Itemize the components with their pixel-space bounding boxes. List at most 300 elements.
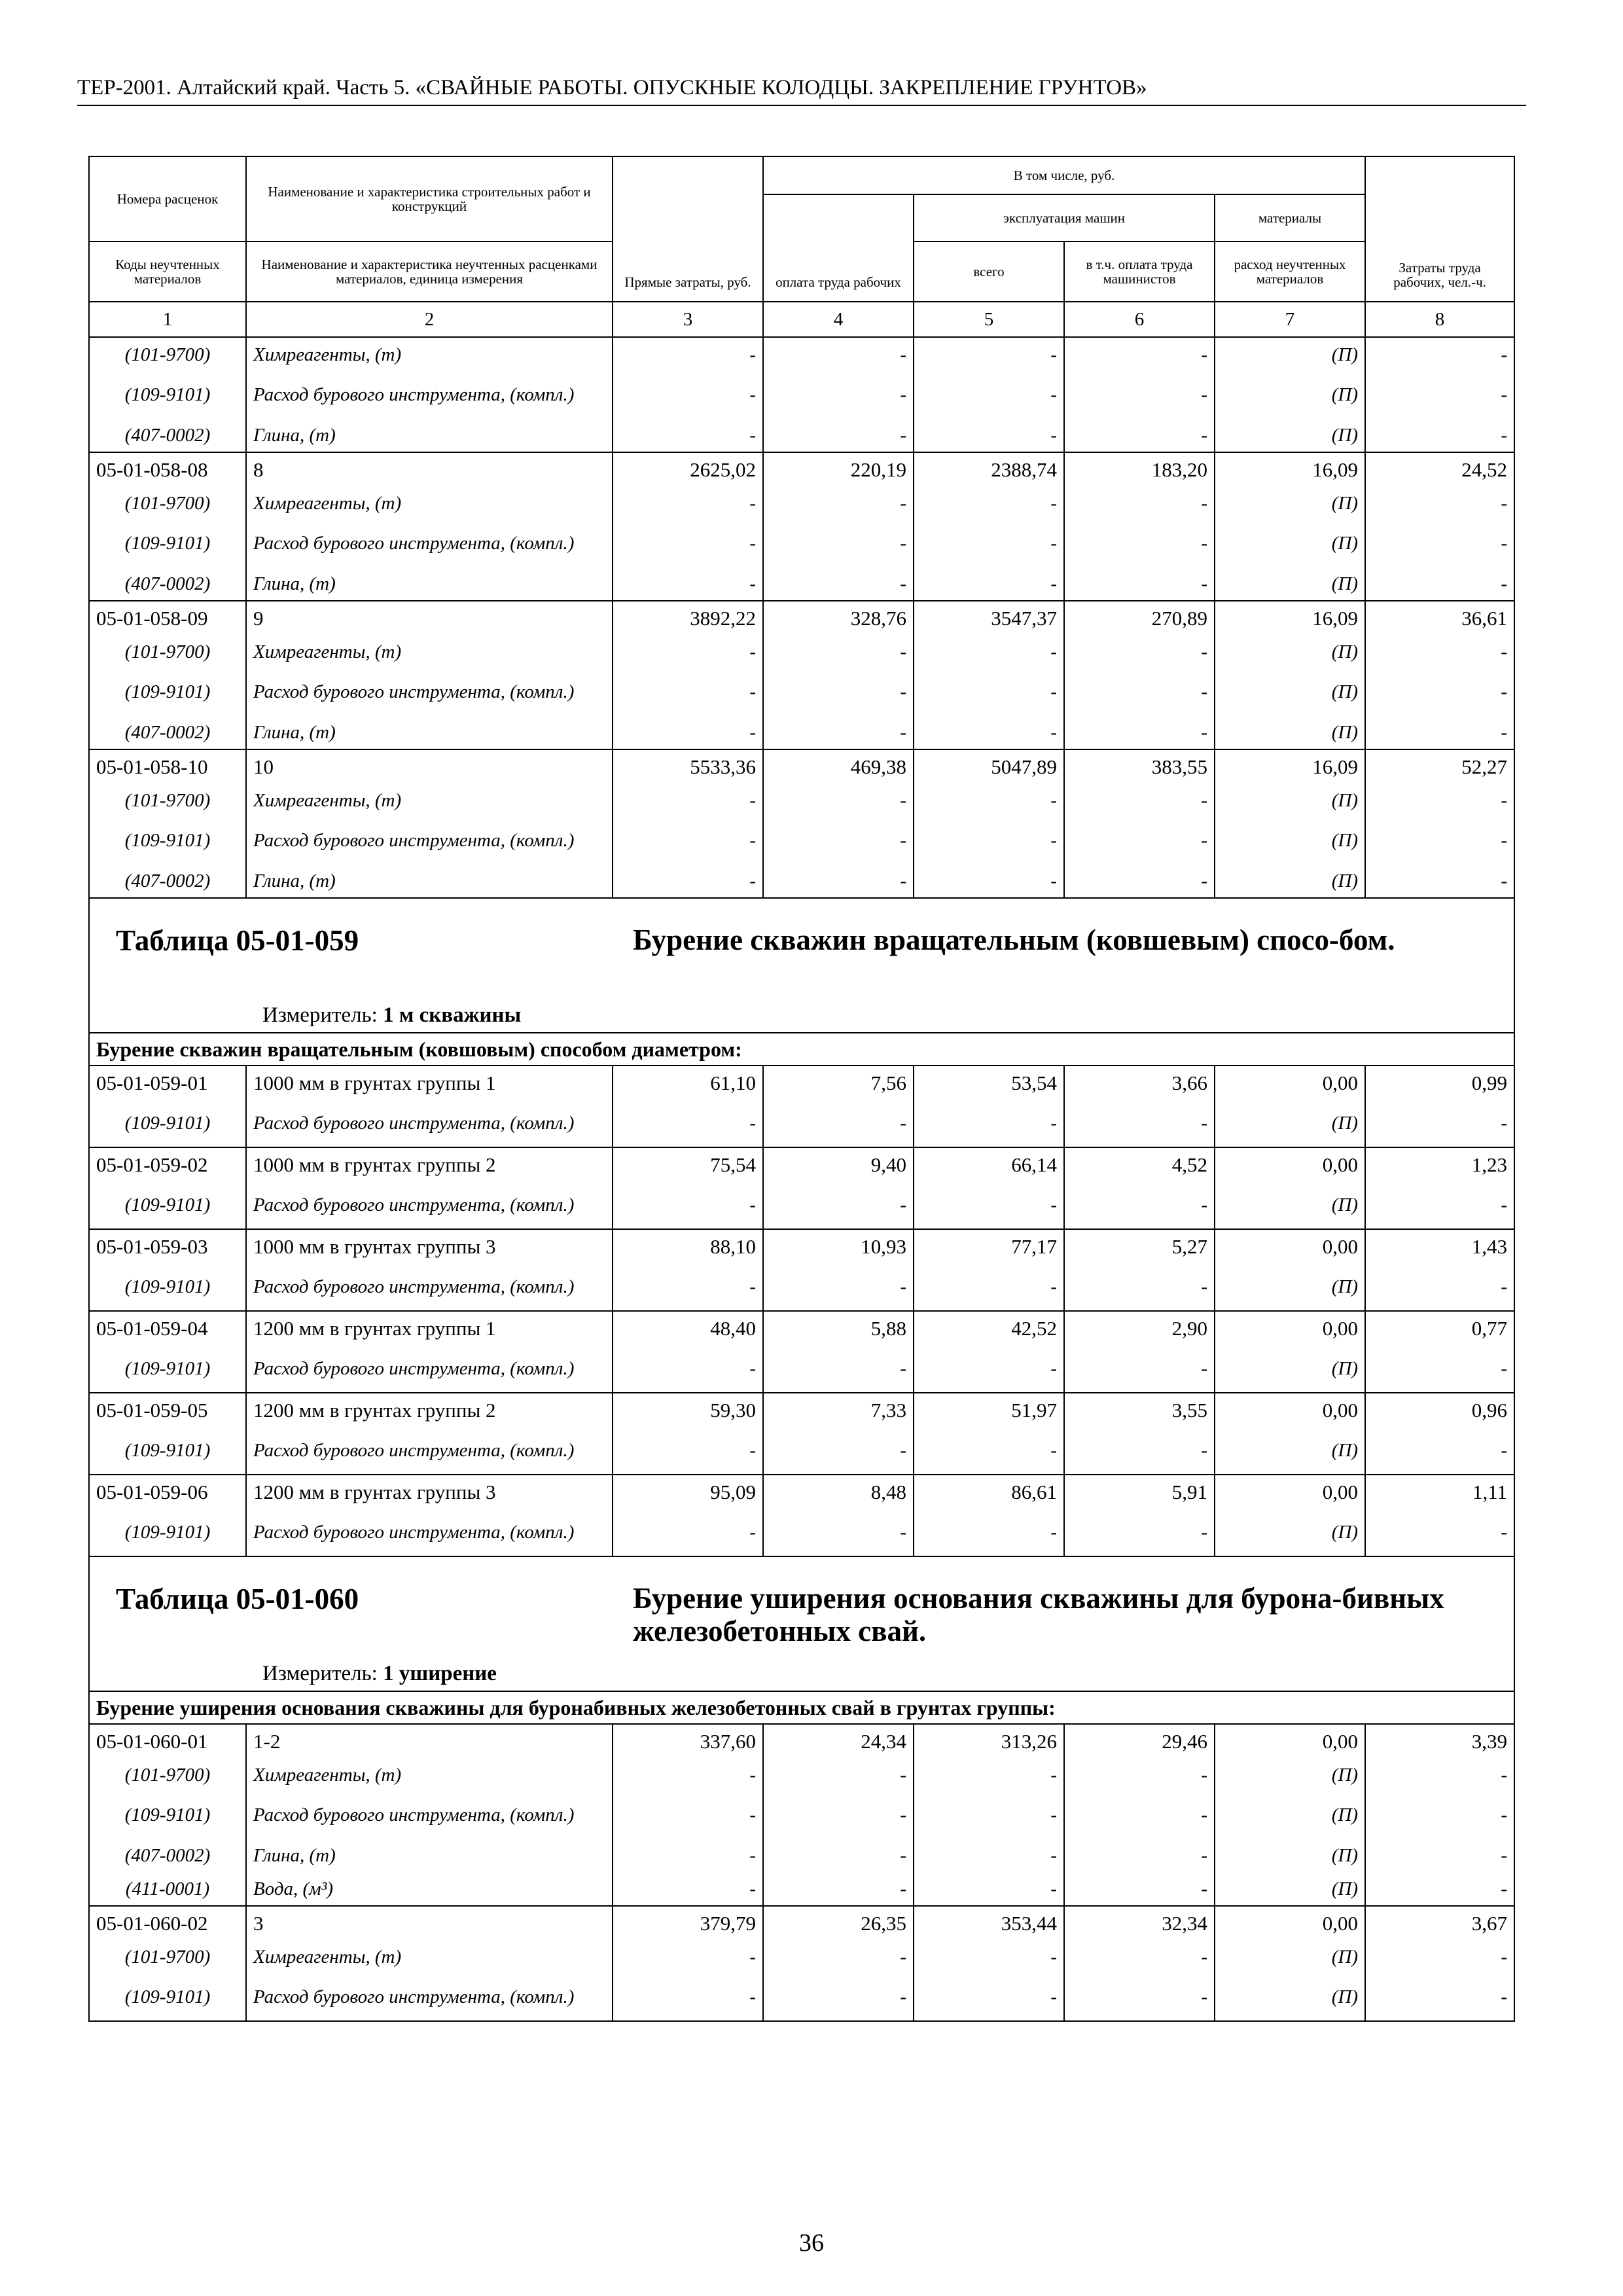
material-flag: (П): [1215, 1509, 1365, 1556]
dash-cell: -: [763, 1940, 914, 1973]
material-code: (407-0002): [89, 715, 246, 749]
material-row: [89, 371, 1514, 418]
material-flag: (П): [1215, 418, 1365, 452]
rate-code: 05-01-058-09: [89, 601, 246, 635]
material-name: Расход бурового инструмента, (компл.): [246, 1263, 613, 1311]
dash-cell: -: [1064, 1509, 1215, 1556]
dash-cell: -: [1064, 418, 1215, 452]
rate-value: 7,56: [763, 1066, 914, 1100]
group-heading: Бурение скважин вращательным (ковшовым) способом диаметром:: [89, 1033, 1514, 1066]
rate-value: 29,46: [1064, 1724, 1215, 1758]
material-name: Расход бурового инструмента, (компл.): [246, 371, 613, 418]
rate-value: 10,93: [763, 1229, 914, 1263]
dash-cell: -: [1064, 1181, 1215, 1229]
col-material-name-header: Наименование и характеристика неучтенных расценками материалов, единица измерения: [246, 242, 613, 302]
rate-row: [89, 1311, 1514, 1345]
rate-value: 1,11: [1365, 1475, 1514, 1509]
dash-cell: -: [1064, 1973, 1215, 2021]
dash-cell: -: [1365, 567, 1514, 601]
material-code: (109-9101): [89, 520, 246, 567]
group-heading: Бурение уширения основания скважины для буронабивных железобетонных свай в грунтах группы:: [89, 1691, 1514, 1724]
rate-row: [89, 1393, 1514, 1427]
dash-cell: -: [1064, 371, 1215, 418]
rate-value: 26,35: [763, 1906, 914, 1940]
rate-value: 0,99: [1365, 1066, 1514, 1100]
dash-cell: -: [763, 715, 914, 749]
material-flag: (П): [1215, 783, 1365, 817]
material-row: [89, 715, 1514, 749]
material-name: Глина, (т): [246, 418, 613, 452]
rate-name: 1000 мм в грунтах группы 2: [246, 1147, 613, 1181]
material-row: [89, 567, 1514, 601]
page-number: 36: [799, 2229, 824, 2257]
material-name: Химреагенты, (т): [246, 783, 613, 817]
material-flag: (П): [1215, 1872, 1365, 1906]
rate-value: 16,09: [1215, 749, 1365, 783]
material-row: [89, 418, 1514, 452]
dash-cell: -: [914, 864, 1064, 898]
dash-cell: -: [613, 337, 763, 371]
rate-value: 0,00: [1215, 1393, 1365, 1427]
rate-value: 0,00: [1215, 1724, 1365, 1758]
rate-value: 353,44: [914, 1906, 1064, 1940]
rate-value: 0,77: [1365, 1311, 1514, 1345]
measure-label: Измеритель:: [262, 1662, 378, 1685]
dash-cell: -: [914, 371, 1064, 418]
material-code: (109-9101): [89, 371, 246, 418]
material-name: Химреагенты, (т): [246, 1940, 613, 1973]
dash-cell: -: [613, 1940, 763, 1973]
rate-value: 3,39: [1365, 1724, 1514, 1758]
rate-name: 1000 мм в грунтах группы 1: [246, 1066, 613, 1100]
material-name: Химреагенты, (т): [246, 1758, 613, 1791]
column-number: 3: [613, 302, 763, 337]
rate-value: 220,19: [763, 452, 914, 486]
rate-value: 86,61: [914, 1475, 1064, 1509]
dash-cell: -: [763, 1181, 914, 1229]
rate-value: 52,27: [1365, 749, 1514, 783]
material-code: (109-9101): [89, 1427, 246, 1475]
dash-cell: -: [613, 817, 763, 864]
rate-name: 1-2: [246, 1724, 613, 1758]
rate-value: 5,91: [1064, 1475, 1215, 1509]
rate-value: 24,52: [1365, 452, 1514, 486]
table-heading-block: [96, 1557, 1507, 1691]
dash-cell: -: [914, 1973, 1064, 2021]
dash-cell: -: [1064, 1427, 1215, 1475]
rate-value: 0,96: [1365, 1393, 1514, 1427]
material-code: (109-9101): [89, 1509, 246, 1556]
material-row: [89, 1839, 1514, 1872]
rate-value: 3,55: [1064, 1393, 1215, 1427]
dash-cell: -: [1365, 1940, 1514, 1973]
dash-cell: -: [1064, 486, 1215, 520]
rate-code: 05-01-059-04: [89, 1311, 246, 1345]
dash-cell: -: [763, 1345, 914, 1393]
rate-value: 183,20: [1064, 452, 1215, 486]
dash-cell: -: [914, 1345, 1064, 1393]
material-code: (109-9101): [89, 1100, 246, 1147]
dash-cell: -: [763, 1791, 914, 1839]
material-name: Химреагенты, (т): [246, 635, 613, 668]
dash-cell: -: [914, 1100, 1064, 1147]
dash-cell: -: [613, 1345, 763, 1393]
dash-cell: -: [914, 1758, 1064, 1791]
material-code: (407-0002): [89, 864, 246, 898]
material-flag: (П): [1215, 635, 1365, 668]
dash-cell: -: [763, 1839, 914, 1872]
column-number: 7: [1215, 302, 1365, 337]
material-code: (109-9101): [89, 817, 246, 864]
rates-table: [88, 156, 1515, 2022]
material-name: Глина, (т): [246, 567, 613, 601]
material-row: [89, 1427, 1514, 1475]
material-code: (109-9101): [89, 1181, 246, 1229]
material-name: Глина, (т): [246, 715, 613, 749]
measure-label: Измеритель:: [262, 1003, 378, 1027]
material-flag: (П): [1215, 1181, 1365, 1229]
material-row: [89, 1181, 1514, 1229]
material-flag: (П): [1215, 1100, 1365, 1147]
dash-cell: -: [613, 1758, 763, 1791]
dash-cell: -: [613, 864, 763, 898]
dash-cell: -: [1064, 715, 1215, 749]
rate-value: 66,14: [914, 1147, 1064, 1181]
table-number: Таблица 05-01-060: [116, 1583, 359, 1615]
rate-name: 1200 мм в грунтах группы 2: [246, 1393, 613, 1427]
dash-cell: -: [914, 1839, 1064, 1872]
dash-cell: -: [763, 1427, 914, 1475]
column-number: 6: [1064, 302, 1215, 337]
machines-header: эксплуатация машин: [914, 194, 1215, 242]
dash-cell: -: [914, 668, 1064, 715]
rate-value: 0,00: [1215, 1311, 1365, 1345]
material-row: [89, 1791, 1514, 1839]
dash-cell: -: [1064, 864, 1215, 898]
dash-cell: -: [1365, 715, 1514, 749]
dash-cell: -: [763, 1758, 914, 1791]
column-numbers-row: [89, 302, 1514, 337]
rate-name: 10: [246, 749, 613, 783]
material-flag: (П): [1215, 1839, 1365, 1872]
material-flag: (П): [1215, 371, 1365, 418]
dash-cell: -: [613, 668, 763, 715]
rate-row: [89, 749, 1514, 783]
material-code: (411-0001): [89, 1872, 246, 1906]
rate-value: 0,00: [1215, 1229, 1365, 1263]
rate-value: 3892,22: [613, 601, 763, 635]
dash-cell: -: [613, 1509, 763, 1556]
dash-cell: -: [613, 1872, 763, 1906]
material-code: (109-9101): [89, 1263, 246, 1311]
material-row: [89, 520, 1514, 567]
material-name: Расход бурового инструмента, (компл.): [246, 1427, 613, 1475]
dash-cell: -: [1365, 817, 1514, 864]
rate-code: 05-01-059-05: [89, 1393, 246, 1427]
dash-cell: -: [1064, 1100, 1215, 1147]
material-flag: (П): [1215, 1758, 1365, 1791]
dash-cell: -: [1365, 635, 1514, 668]
rate-value: 1,43: [1365, 1229, 1514, 1263]
material-row: [89, 635, 1514, 668]
material-row: [89, 1263, 1514, 1311]
dash-cell: -: [613, 1263, 763, 1311]
dash-cell: -: [1365, 1263, 1514, 1311]
material-row: [89, 1758, 1514, 1791]
dash-cell: -: [613, 715, 763, 749]
dash-cell: -: [763, 783, 914, 817]
rate-code: 05-01-059-01: [89, 1066, 246, 1100]
dash-cell: -: [1365, 371, 1514, 418]
rate-value: 16,09: [1215, 452, 1365, 486]
table-heading-cell: [89, 898, 1514, 1033]
rate-name: 1200 мм в грунтах группы 1: [246, 1311, 613, 1345]
dash-cell: -: [1365, 337, 1514, 371]
col-worker-pay-header: оплата труда рабочих: [763, 194, 914, 302]
rate-row: [89, 452, 1514, 486]
material-name: Глина, (т): [246, 864, 613, 898]
dash-cell: -: [1365, 1427, 1514, 1475]
rate-value: 3,66: [1064, 1066, 1215, 1100]
rate-value: 24,34: [763, 1724, 914, 1758]
material-flag: (П): [1215, 486, 1365, 520]
rate-value: 5047,89: [914, 749, 1064, 783]
measure-unit: [262, 1003, 521, 1028]
measure-unit: [262, 1662, 497, 1686]
material-flag: (П): [1215, 668, 1365, 715]
material-name: Вода, (м³): [246, 1872, 613, 1906]
material-code: (407-0002): [89, 418, 246, 452]
dash-cell: -: [1064, 1839, 1215, 1872]
dash-cell: -: [613, 1427, 763, 1475]
dash-cell: -: [763, 520, 914, 567]
material-name: Химреагенты, (т): [246, 486, 613, 520]
material-name: Химреагенты, (т): [246, 337, 613, 371]
dash-cell: -: [763, 1263, 914, 1311]
table-heading-cell: [89, 1556, 1514, 1691]
rate-row: [89, 1147, 1514, 1181]
rate-value: 48,40: [613, 1311, 763, 1345]
dash-cell: -: [914, 1263, 1064, 1311]
rate-value: 4,52: [1064, 1147, 1215, 1181]
dash-cell: -: [914, 1872, 1064, 1906]
dash-cell: -: [1064, 1263, 1215, 1311]
material-code: (101-9700): [89, 1940, 246, 1973]
dash-cell: -: [914, 1940, 1064, 1973]
col-machines-total-header: Коды неучтенных материалов: [89, 242, 246, 302]
material-row: [89, 1940, 1514, 1973]
rate-value: 7,33: [763, 1393, 914, 1427]
rate-value: 337,60: [613, 1724, 763, 1758]
dash-cell: -: [914, 1791, 1064, 1839]
dash-cell: -: [1064, 520, 1215, 567]
rate-value: 313,26: [914, 1724, 1064, 1758]
dash-cell: -: [613, 1100, 763, 1147]
material-name: Расход бурового инструмента, (компл.): [246, 1181, 613, 1229]
material-flag: (П): [1215, 567, 1365, 601]
column-number: 4: [763, 302, 914, 337]
dash-cell: -: [1365, 1100, 1514, 1147]
dash-cell: -: [1064, 567, 1215, 601]
dash-cell: -: [763, 418, 914, 452]
rate-value: 379,79: [613, 1906, 763, 1940]
rate-value: 77,17: [914, 1229, 1064, 1263]
dash-cell: -: [613, 1839, 763, 1872]
material-code: (109-9101): [89, 668, 246, 715]
material-row: [89, 1509, 1514, 1556]
rate-value: 0,00: [1215, 1906, 1365, 1940]
dash-cell: -: [1365, 1791, 1514, 1839]
rate-value: 8,48: [763, 1475, 914, 1509]
dash-cell: -: [613, 635, 763, 668]
rate-value: 469,38: [763, 749, 914, 783]
dash-cell: -: [1365, 1509, 1514, 1556]
rate-code: 05-01-058-10: [89, 749, 246, 783]
dash-cell: -: [1064, 1872, 1215, 1906]
rate-value: 1,23: [1365, 1147, 1514, 1181]
dash-cell: -: [1365, 1758, 1514, 1791]
column-number: 8: [1365, 302, 1514, 337]
material-name: Расход бурового инструмента, (компл.): [246, 1973, 613, 2021]
column-number: 1: [89, 302, 246, 337]
dash-cell: -: [613, 1181, 763, 1229]
column-number: 5: [914, 302, 1064, 337]
rate-value: 53,54: [914, 1066, 1064, 1100]
dash-cell: -: [613, 1973, 763, 2021]
rate-name: 9: [246, 601, 613, 635]
rate-value: 5,88: [763, 1311, 914, 1345]
material-row: [89, 783, 1514, 817]
dash-cell: -: [914, 520, 1064, 567]
rate-value: 32,34: [1064, 1906, 1215, 1940]
dash-cell: -: [1064, 1791, 1215, 1839]
rate-value: 5533,36: [613, 749, 763, 783]
material-name: Расход бурового инструмента, (компл.): [246, 817, 613, 864]
rate-value: 75,54: [613, 1147, 763, 1181]
dash-cell: -: [1064, 337, 1215, 371]
col-machines-total: всего: [914, 242, 1064, 302]
dash-cell: -: [1365, 1181, 1514, 1229]
dash-cell: -: [763, 371, 914, 418]
material-flag: (П): [1215, 715, 1365, 749]
rate-code: 05-01-060-01: [89, 1724, 246, 1758]
rate-code: 05-01-059-02: [89, 1147, 246, 1181]
dash-cell: -: [763, 668, 914, 715]
rate-value: 3547,37: [914, 601, 1064, 635]
col-machinist-pay-header: в т.ч. оплата труда машинистов: [1064, 242, 1215, 302]
material-code: (101-9700): [89, 486, 246, 520]
material-flag: (П): [1215, 864, 1365, 898]
rate-row: [89, 1724, 1514, 1758]
dash-cell: -: [914, 715, 1064, 749]
col-labor-hours-header: Затраты труда рабочих, чел.-ч.: [1365, 156, 1514, 302]
dash-cell: -: [763, 1973, 914, 2021]
dash-cell: -: [763, 1100, 914, 1147]
rate-value: 383,55: [1064, 749, 1215, 783]
dash-cell: -: [1064, 1345, 1215, 1393]
materials-header: материалы: [1215, 194, 1365, 242]
rate-row: [89, 601, 1514, 635]
dash-cell: -: [613, 783, 763, 817]
material-flag: (П): [1215, 1791, 1365, 1839]
rate-row: [89, 1906, 1514, 1940]
dash-cell: -: [1365, 1872, 1514, 1906]
material-flag: (П): [1215, 1345, 1365, 1393]
rate-value: 2388,74: [914, 452, 1064, 486]
material-row: [89, 337, 1514, 371]
rate-value: 36,61: [1365, 601, 1514, 635]
dash-cell: -: [1064, 817, 1215, 864]
dash-cell: -: [613, 418, 763, 452]
dash-cell: -: [613, 567, 763, 601]
dash-cell: -: [1365, 520, 1514, 567]
dash-cell: -: [1365, 864, 1514, 898]
dash-cell: -: [914, 817, 1064, 864]
rate-code: 05-01-059-06: [89, 1475, 246, 1509]
material-code: (109-9101): [89, 1973, 246, 2021]
material-row: [89, 817, 1514, 864]
dash-cell: -: [1064, 668, 1215, 715]
measure-value: 1 уширение: [383, 1662, 497, 1685]
table-title: Бурение скважин вращательным (ковшевым) спосо-бом.: [633, 924, 1395, 956]
rate-value: 5,27: [1064, 1229, 1215, 1263]
dash-cell: -: [613, 1791, 763, 1839]
material-name: Расход бурового инструмента, (компл.): [246, 1509, 613, 1556]
rate-row: [89, 1229, 1514, 1263]
dash-cell: -: [914, 567, 1064, 601]
material-name: Расход бурового инструмента, (компл.): [246, 520, 613, 567]
dash-cell: -: [763, 567, 914, 601]
group-heading-row: [89, 1033, 1514, 1066]
col-direct-costs-header: Прямые затраты, руб.: [613, 156, 763, 302]
rate-value: 2,90: [1064, 1311, 1215, 1345]
material-flag: (П): [1215, 1427, 1365, 1475]
rate-value: 2625,02: [613, 452, 763, 486]
material-flag: (П): [1215, 337, 1365, 371]
dash-cell: -: [914, 1427, 1064, 1475]
material-flag: (П): [1215, 1263, 1365, 1311]
rate-value: 3,67: [1365, 1906, 1514, 1940]
rate-value: 95,09: [613, 1475, 763, 1509]
material-code: (101-9700): [89, 635, 246, 668]
dash-cell: -: [914, 418, 1064, 452]
rate-row: [89, 1066, 1514, 1100]
dash-cell: -: [763, 635, 914, 668]
dash-cell: -: [763, 1509, 914, 1556]
dash-cell: -: [763, 486, 914, 520]
rate-value: 9,40: [763, 1147, 914, 1181]
rate-name: 1200 мм в грунтах группы 3: [246, 1475, 613, 1509]
rate-row: [89, 1475, 1514, 1509]
dash-cell: -: [1064, 1758, 1215, 1791]
material-row: [89, 864, 1514, 898]
dash-cell: -: [914, 1181, 1064, 1229]
material-flag: (П): [1215, 1940, 1365, 1973]
col-rate-number-header: Номера расценок: [89, 156, 246, 242]
material-code: (109-9101): [89, 1345, 246, 1393]
rate-name: 1000 мм в грунтах группы 3: [246, 1229, 613, 1263]
group-heading-row: [89, 1691, 1514, 1724]
rate-value: 61,10: [613, 1066, 763, 1100]
table-number: Таблица 05-01-059: [116, 924, 359, 957]
material-name: Расход бурового инструмента, (компл.): [246, 1100, 613, 1147]
rate-value: 0,00: [1215, 1147, 1365, 1181]
material-name: Расход бурового инструмента, (компл.): [246, 1791, 613, 1839]
rate-value: 88,10: [613, 1229, 763, 1263]
table-heading: [89, 898, 1514, 1033]
material-row: [89, 486, 1514, 520]
material-flag: (П): [1215, 1973, 1365, 2021]
